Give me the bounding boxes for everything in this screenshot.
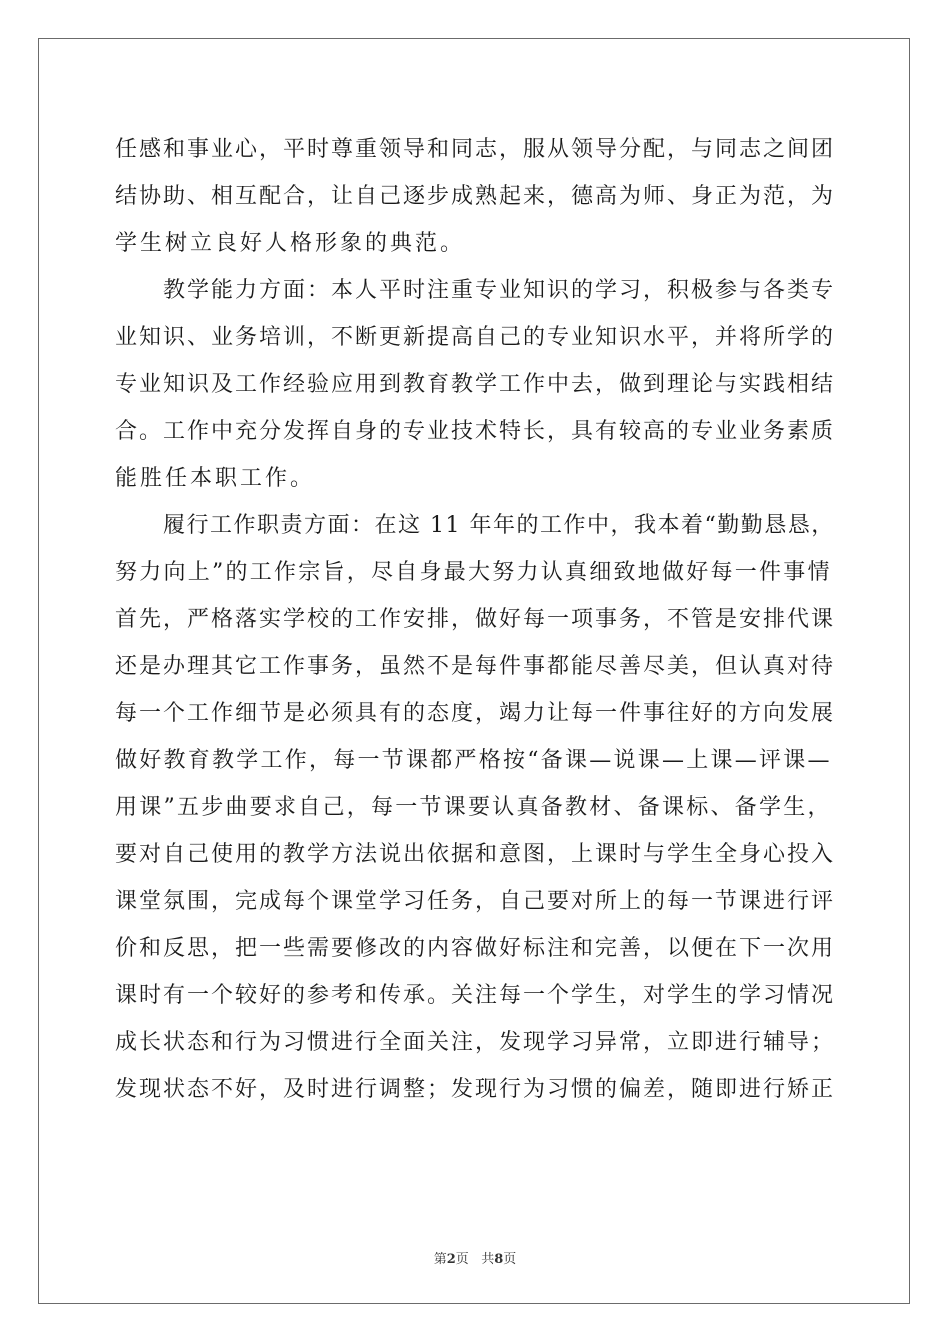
text-line: 用课”五步曲要求自己，每一节课要认真备教材、备课标、备学生， [115, 795, 832, 820]
text-line: 要对自己使用的教学方法说出依据和意图，上课时与学生全身心投入 [115, 842, 836, 867]
text-line: 成长状态和行为习惯进行全面关注，发现学习异常，立即进行辅导； [115, 1030, 836, 1055]
text-line: 任感和事业心，平时尊重领导和同志，服从领导分配，与同志之间团 [115, 137, 836, 162]
text-line: 学生树立良好人格形象的典范。 [115, 231, 466, 256]
total-prefix: 共 [481, 1252, 495, 1267]
text-line: 履行工作职责方面：在这 11 年年的工作中，我本着“勤勤恳恳， [163, 513, 835, 538]
text-line: 教学能力方面：本人平时注重专业知识的学习，积极参与各类专 [163, 278, 836, 303]
text-line: 合。工作中充分发挥自身的专业技术特长，具有较高的专业业务素质 [115, 419, 836, 444]
document-body [115, 126, 835, 1113]
page-footer [0, 1248, 950, 1267]
total-suffix: 页 [503, 1252, 517, 1267]
text-line: 能胜任本职工作。 [115, 466, 316, 491]
page-number: 2 [446, 1252, 456, 1267]
page-prefix: 第 [433, 1252, 447, 1267]
text-line: 课堂氛围，完成每个课堂学习任务，自己要对所上的每一节课进行评 [115, 889, 836, 914]
text-line: 还是办理其它工作事务，虽然不是每件事都能尽善尽美，但认真对待 [115, 654, 836, 679]
text-line: 努力向上”的工作宗旨，尽自身最大努力认真细致地做好每一件事情 [115, 560, 832, 585]
text-line: 业知识、业务培训，不断更新提高自己的专业知识水平，并将所学的 [115, 325, 836, 350]
text-line: 专业知识及工作经验应用到教育教学工作中去，做到理论与实践相结 [115, 372, 836, 397]
text-line: 结协助、相互配合，让自己逐步成熟起来，德高为师、身正为范，为 [115, 184, 836, 209]
text-line: 课时有一个较好的参考和传承。关注每一个学生，对学生的学习情况 [115, 983, 836, 1008]
text-line: 价和反思，把一些需要修改的内容做好标注和完善，以便在下一次用 [115, 936, 836, 961]
text-line: 做好教育教学工作，每一节课都严格按“备课—说课—上课—评课— [115, 748, 832, 773]
text-line: 发现状态不好，及时进行调整；发现行为习惯的偏差，随即进行矫正 [115, 1077, 836, 1102]
text-line: 首先，严格落实学校的工作安排，做好每一项事务，不管是安排代课 [115, 607, 836, 632]
text-line: 每一个工作细节是必须具有的态度，竭力让每一件事往好的方向发展 [115, 701, 836, 726]
page-suffix: 页 [455, 1252, 469, 1267]
total-pages: 8 [494, 1252, 504, 1267]
